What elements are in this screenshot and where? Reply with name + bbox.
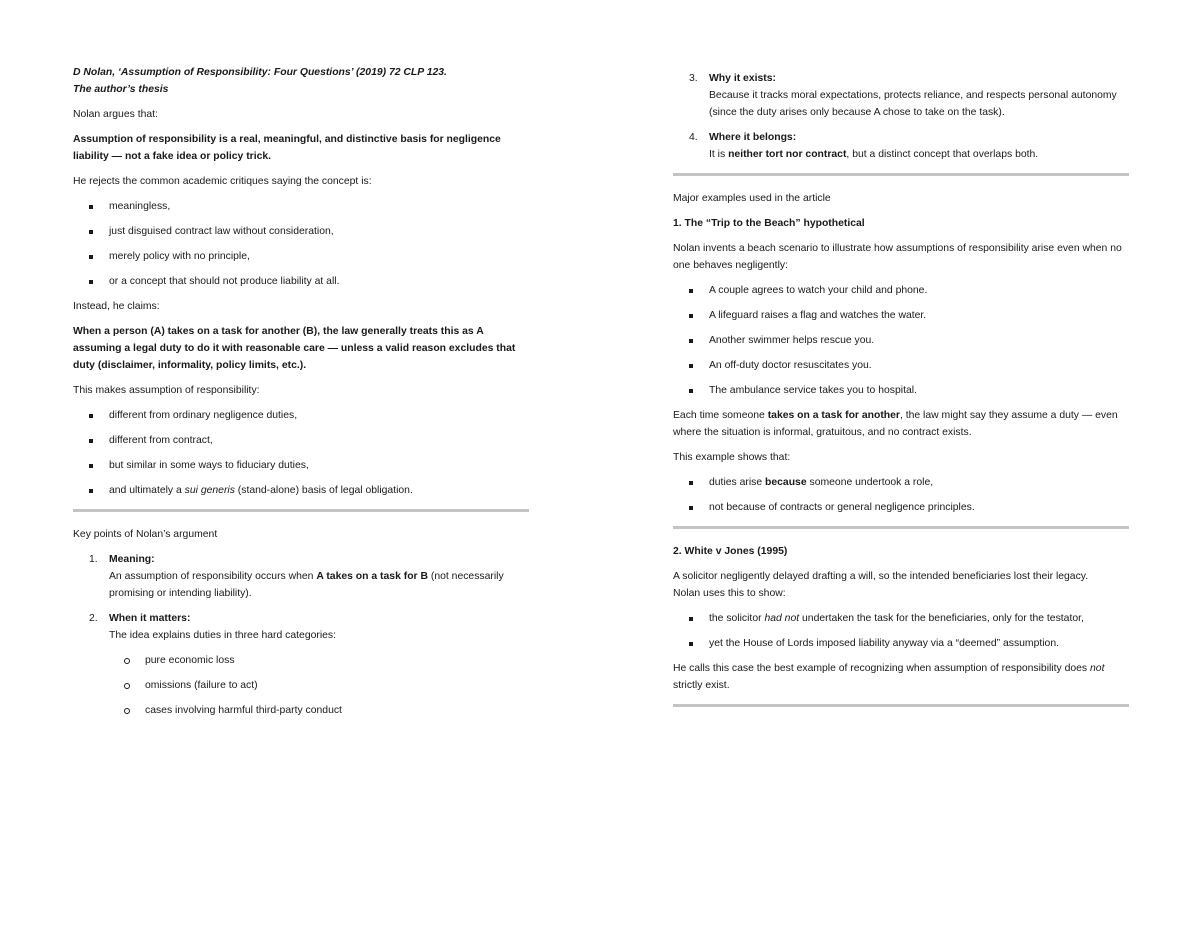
list-item: or a concept that should not produce liability at all. bbox=[73, 273, 529, 290]
text-span: someone undertook a role, bbox=[806, 477, 934, 488]
list-item: different from ordinary negligence duties, bbox=[73, 407, 529, 424]
section-divider bbox=[673, 704, 1129, 707]
examples-heading: Major examples used in the article bbox=[673, 193, 831, 204]
numbered-point-4 bbox=[673, 129, 1129, 163]
emphasis-text: had not bbox=[764, 613, 800, 624]
point-number: 2. bbox=[89, 613, 98, 624]
text-span: and ultimately a bbox=[109, 485, 185, 496]
beach-list bbox=[673, 282, 1129, 399]
list-item: pure economic loss bbox=[109, 652, 529, 669]
white-list bbox=[673, 610, 1129, 652]
point-title: When it matters: bbox=[109, 613, 191, 624]
list-item bbox=[73, 482, 529, 499]
emphasis-text: not bbox=[1090, 663, 1105, 674]
list-item: Another swimmer helps rescue you. bbox=[673, 332, 1129, 349]
list-item: just disguised contract law without consideration, bbox=[73, 223, 529, 240]
thesis-statement: Assumption of responsibility is a real, meaningful, and distinctive basis for negligence liability — not a fake idea or policy trick. bbox=[73, 134, 501, 162]
point-text bbox=[709, 146, 1129, 163]
shows-intro: This example shows that: bbox=[673, 452, 791, 463]
numbered-point-1 bbox=[73, 551, 529, 602]
list-item bbox=[673, 474, 1129, 491]
point-text: Because it tracks moral expectations, protects reliance, and respects personal autonomy (since the duty arises only because A chose to take on the task). bbox=[709, 90, 1117, 118]
bold-text: takes on a task for another bbox=[767, 410, 900, 421]
text-span: Each time someone bbox=[673, 410, 768, 421]
list-item: yet the House of Lords imposed liability anyway via a “deemed” assumption. bbox=[673, 635, 1129, 652]
emphasis-text: sui generis bbox=[184, 485, 235, 496]
text-span: , the law might say they assume a duty — even where the situation is informal, gratuitous, and no contract exists. bbox=[673, 410, 1118, 438]
text-span: He calls this case the best example of recognizing when assumption of responsibility does bbox=[673, 663, 1091, 674]
key-points-heading: Key points of Nolan’s argument bbox=[73, 529, 218, 540]
list-item: A couple agrees to watch your child and phone. bbox=[673, 282, 1129, 299]
list-item: cases involving harmful third-party conduct bbox=[109, 702, 529, 719]
list-item: merely policy with no principle, bbox=[73, 248, 529, 265]
beach-heading: 1. The “Trip to the Beach” hypothetical bbox=[673, 218, 865, 229]
citation: D Nolan, ‘Assumption of Responsibility: Four Questions’ (2019) 72 CLP 123. bbox=[73, 67, 447, 78]
numbered-point-3 bbox=[673, 70, 1129, 121]
section-divider bbox=[673, 526, 1129, 529]
list-item: The ambulance service takes you to hospital. bbox=[673, 382, 1129, 399]
right-column bbox=[673, 64, 1129, 721]
text-span: , but a distinct concept that overlaps both. bbox=[846, 149, 1039, 160]
list-item: An off-duty doctor resuscitates you. bbox=[673, 357, 1129, 374]
text-span: (stand-alone) basis of legal obligation. bbox=[234, 485, 413, 496]
section-divider bbox=[73, 509, 529, 512]
text-span: duties arise bbox=[709, 477, 766, 488]
text-span: the solicitor bbox=[709, 613, 765, 624]
conclusion-paragraph bbox=[673, 660, 1129, 694]
list-item bbox=[673, 610, 1129, 627]
list-item: different from contract, bbox=[73, 432, 529, 449]
claim-statement: When a person (A) takes on a task for another (B), the law generally treats this as A assuming a legal duty to do it with reasonable care — unless a valid reason excludes that duty (disclaimer, informality, policy limits, etc.). bbox=[73, 326, 516, 371]
list-item: but similar in some ways to fiduciary duties, bbox=[73, 457, 529, 474]
bold-text: neither tort nor contract bbox=[728, 149, 847, 160]
rejects-intro: He rejects the common academic critiques saying the concept is: bbox=[73, 176, 372, 187]
left-column bbox=[73, 64, 529, 727]
each-time-paragraph bbox=[673, 407, 1129, 441]
shows-list bbox=[673, 474, 1129, 516]
point-title: Where it belongs: bbox=[709, 132, 797, 143]
point-number: 1. bbox=[89, 554, 98, 565]
white-paragraph-2: Nolan uses this to show: bbox=[673, 588, 786, 599]
white-heading: 2. White v Jones (1995) bbox=[673, 546, 788, 557]
makes-list bbox=[73, 407, 529, 499]
point-text bbox=[109, 568, 529, 602]
point-title: Meaning: bbox=[109, 554, 155, 565]
list-item: meaningless, bbox=[73, 198, 529, 215]
thesis-heading: The author’s thesis bbox=[73, 84, 169, 95]
text-span: It is bbox=[709, 149, 729, 160]
critiques-list bbox=[73, 198, 529, 290]
intro-text: Nolan argues that: bbox=[73, 109, 158, 120]
beach-intro: Nolan invents a beach scenario to illustrate how assumptions of responsibility arise even when no one behaves negligently: bbox=[673, 243, 1122, 271]
point-title: Why it exists: bbox=[709, 73, 776, 84]
white-paragraph-1: A solicitor negligently delayed drafting a will, so the intended beneficiaries lost their legacy. bbox=[673, 571, 1089, 582]
list-item: not because of contracts or general negligence principles. bbox=[673, 499, 1129, 516]
point-number: 3. bbox=[689, 73, 698, 84]
list-item: omissions (failure to act) bbox=[109, 677, 529, 694]
categories-list bbox=[109, 652, 529, 719]
text-span: strictly exist. bbox=[673, 680, 730, 691]
makes-intro: This makes assumption of responsibility: bbox=[73, 385, 260, 396]
bold-text: A takes on a task for B bbox=[316, 571, 428, 582]
point-number: 4. bbox=[689, 132, 698, 143]
text-span: An assumption of responsibility occurs when bbox=[109, 571, 317, 582]
text-span: undertaken the task for the beneficiaries, only for the testator, bbox=[799, 613, 1084, 624]
claims-intro: Instead, he claims: bbox=[73, 301, 160, 312]
text-span: (not necessarily promising or intending liability). bbox=[109, 571, 504, 599]
bold-text: because bbox=[765, 477, 807, 488]
section-divider bbox=[673, 173, 1129, 176]
list-item: A lifeguard raises a flag and watches the water. bbox=[673, 307, 1129, 324]
numbered-point-2 bbox=[73, 610, 529, 719]
point-text: The idea explains duties in three hard categories: bbox=[109, 630, 337, 641]
